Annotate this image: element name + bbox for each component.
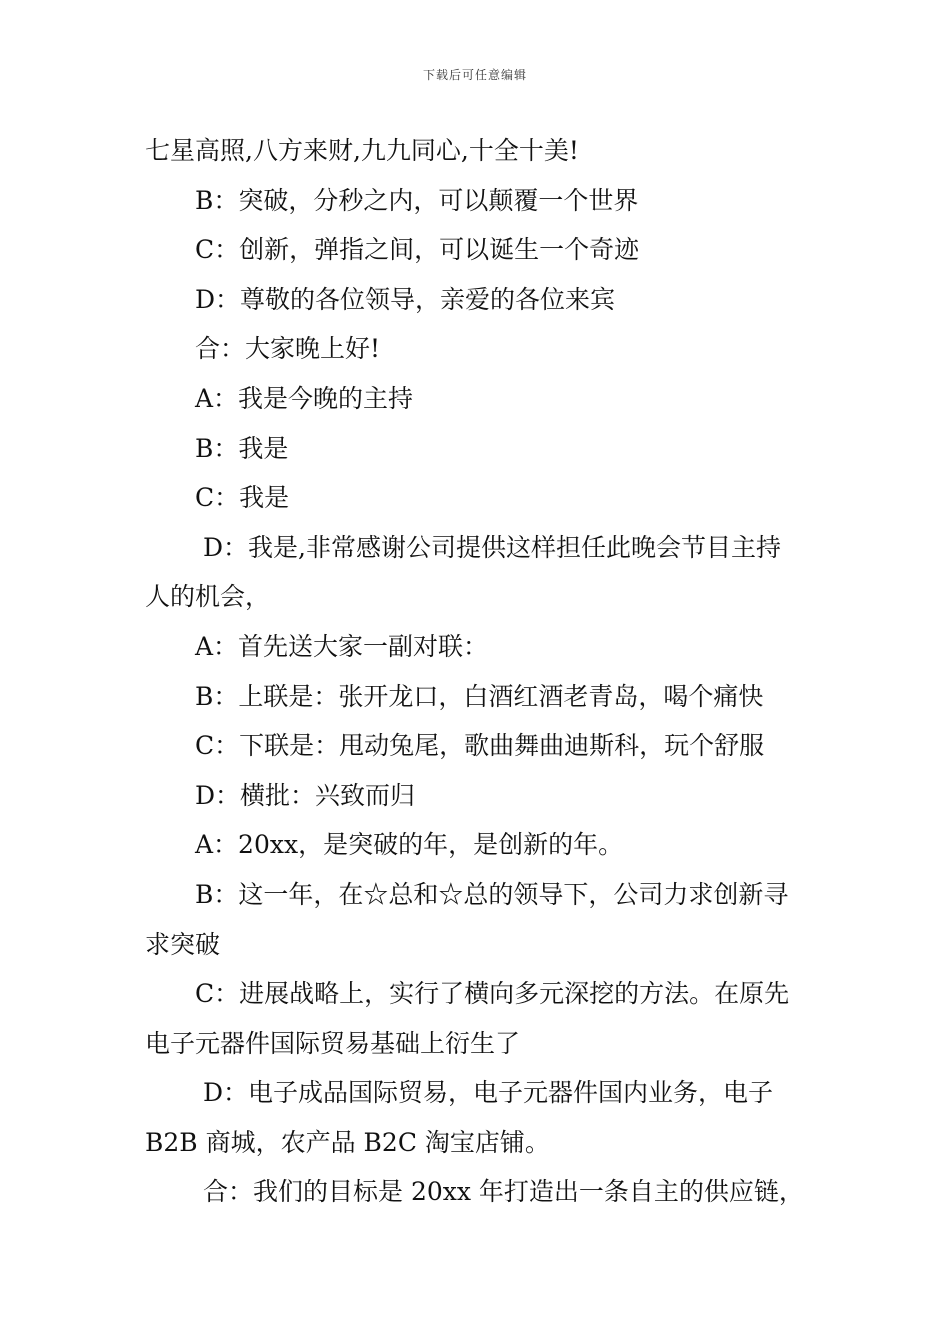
paragraph-line: D：尊敬的各位领导，亲爱的各位来宾 [195,284,616,314]
paragraph-line: B：突破，分秒之内，可以颠覆一个世界 [195,185,639,215]
paragraph-line: C：我是 [195,483,290,513]
document-body [145,126,835,1217]
page-header: 下载后可任意编辑 [422,68,527,82]
paragraph-line: 人的机会， [145,582,271,612]
paragraph-line: D：横批：兴致而归 [195,780,416,810]
paragraph-line: 电子元器件国际贸易基础上衍生了 [145,1028,521,1058]
paragraph-line: 合：我们的目标是 20xx 年打造出一条自主的供应链， [203,1177,804,1207]
paragraph-line: A：我是今晚的主持 [195,383,414,413]
paragraph-line: B2B 商城，农产品 B2C 淘宝店铺。 [145,1127,550,1157]
paragraph-line: D：电子成品国际贸易，电子元器件国内业务，电子 [203,1078,774,1108]
paragraph-line: 合：大家晚上好! [195,334,381,364]
paragraph-line: C：创新，弹指之间，可以诞生一个奇迹 [195,235,640,265]
paragraph-line: B：上联是：张开龙口，白酒红酒老青岛，喝个痛快 [195,681,764,711]
paragraph-line: C：进展战略上，实行了横向多元深挖的方法。在原先 [195,979,790,1009]
paragraph-line: C：下联是：甩动兔尾，歌曲舞曲迪斯科，玩个舒服 [195,731,765,761]
paragraph-line: D：我是,非常感谢公司提供这样担任此晚会节目主持 [203,532,781,562]
paragraph-line: A：首先送大家一副对联： [195,631,489,661]
paragraph-line: B：这一年，在☆总和☆总的领导下，公司力求创新寻 [195,879,789,909]
paragraph-line: 七星高照,八方来财,九九同心,十全十美! [145,136,579,165]
paragraph-line: 求突破 [145,929,221,959]
paragraph-line: B：我是 [195,433,289,463]
paragraph-line: A：20xx，是突破的年，是创新的年。 [195,830,624,860]
